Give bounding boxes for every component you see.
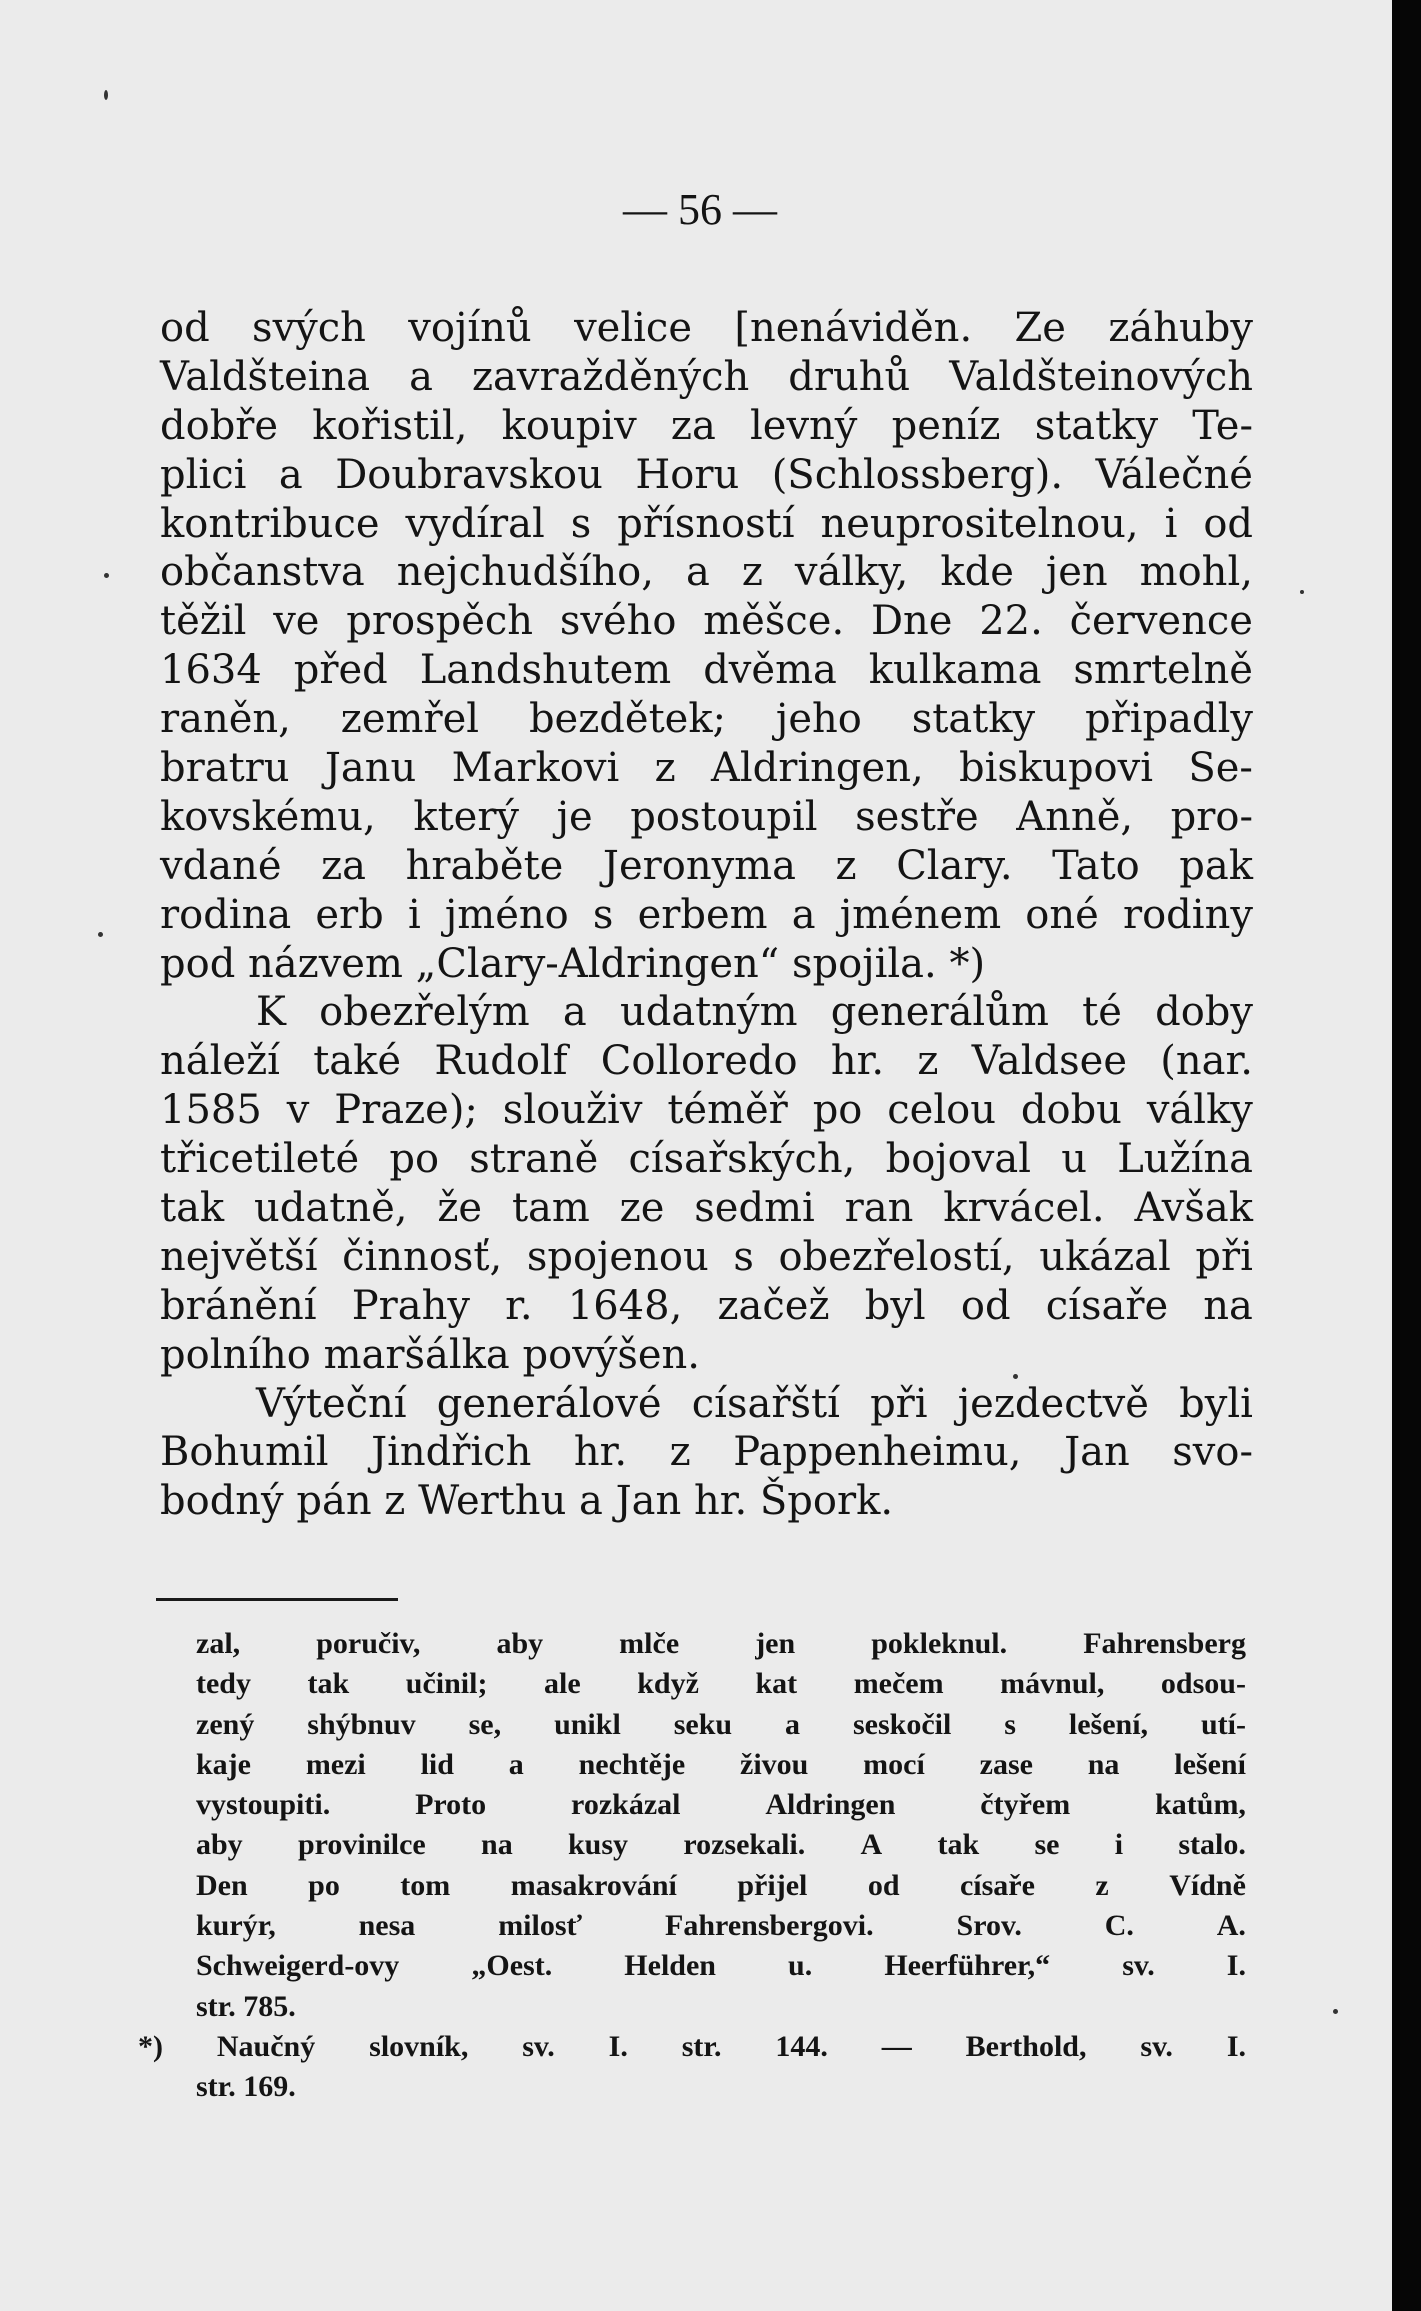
word: udatným (619, 989, 798, 1036)
word: dvěma (703, 647, 837, 694)
word: zený (196, 1707, 255, 1741)
word: odsou- (1160, 1667, 1246, 1701)
word: sestře (855, 793, 979, 840)
word: svého (559, 598, 677, 645)
word: raněn, (160, 696, 291, 743)
word: z (1095, 1868, 1109, 1902)
word: Valdšteina (160, 353, 371, 400)
word: rozsekali. (683, 1828, 806, 1862)
word: ran (844, 1185, 914, 1232)
word: s (570, 500, 592, 547)
word: erb (315, 891, 384, 938)
word: aby (496, 1627, 544, 1660)
word: na (481, 1828, 513, 1862)
word: Naučný (216, 2029, 316, 2063)
word: také (313, 1038, 402, 1085)
word: července (1069, 598, 1253, 645)
word: byli (1179, 1380, 1253, 1427)
word: Schweigerd-ovy (196, 1949, 400, 1983)
word: masakrování (510, 1868, 677, 1902)
word: je (556, 793, 593, 840)
word: tedy (196, 1667, 251, 1701)
text-line (160, 1380, 1253, 1429)
ink-speck (104, 90, 108, 100)
text-line (160, 548, 1253, 597)
word: tak (307, 1667, 350, 1701)
word: jeho (775, 696, 862, 743)
footnote-line (196, 1745, 1246, 1785)
word: při (1195, 1233, 1253, 1280)
word: Se- (1188, 745, 1253, 792)
text-line (160, 1086, 1253, 1135)
word: Jindřich (371, 1429, 532, 1476)
word: Anně, (1016, 793, 1134, 840)
word: Ze (1014, 305, 1066, 351)
word: aby (196, 1828, 243, 1862)
word: hraběte (405, 842, 564, 889)
word: mohl, (1139, 549, 1253, 596)
footnote-separator (156, 1598, 398, 1601)
word: měšce. (703, 598, 845, 645)
word: Valdšteinových (949, 353, 1253, 400)
word: Doubravskou (335, 451, 603, 498)
word: poručiv, (316, 1627, 421, 1660)
word: nesa (358, 1909, 416, 1943)
text-line (160, 451, 1253, 500)
word: jen (1045, 549, 1108, 596)
word: z (835, 842, 857, 889)
word: ze (619, 1185, 665, 1232)
word: byl (864, 1282, 926, 1329)
word: str. (681, 2029, 722, 2063)
word: na (1203, 1282, 1253, 1329)
word: začež (717, 1282, 830, 1329)
word: Pappenheimu, (733, 1429, 1022, 1476)
word: svých (252, 305, 366, 351)
footnote-line (196, 1624, 1246, 1664)
word: po (389, 1136, 440, 1183)
word: Aldringen (765, 1788, 896, 1822)
word: rodiny (1122, 891, 1253, 938)
word: pokleknul. (871, 1627, 1008, 1660)
word: generálům (830, 989, 1049, 1036)
word: a (785, 1707, 801, 1741)
word: největší (160, 1233, 318, 1280)
text-line (160, 744, 1253, 793)
text-line (160, 597, 1253, 646)
word: jen (755, 1627, 796, 1660)
word: připadly (1084, 696, 1253, 743)
word: provinilce (297, 1828, 426, 1862)
word: Jeronyma (602, 842, 796, 889)
word: obezřelostí, (778, 1233, 1015, 1280)
word: Fahrensberg (1083, 1627, 1246, 1660)
word: sedmi (694, 1185, 815, 1232)
word: který (413, 793, 520, 840)
word: Heerführer,“ (884, 1949, 1051, 1983)
word: Colloredo (600, 1038, 798, 1085)
word: bratru (160, 745, 290, 792)
word: generálové (436, 1380, 662, 1427)
word: 1585 (160, 1087, 262, 1134)
word: při (870, 1380, 928, 1427)
word: rozkázal (571, 1788, 681, 1822)
ink-speck (1013, 1374, 1018, 1379)
word: pro- (1170, 793, 1253, 840)
word: války (1146, 1087, 1253, 1134)
word: živou (740, 1747, 809, 1781)
word: vystoupiti. (196, 1788, 331, 1822)
word: bránění (160, 1282, 317, 1329)
word: a (409, 353, 433, 400)
word: po (308, 1868, 340, 1902)
word: těžil (160, 598, 247, 645)
word: od (160, 305, 210, 351)
word: celou (887, 1087, 996, 1134)
word: Avšak (1134, 1185, 1253, 1232)
word: a (685, 549, 710, 596)
word: Aldringen, (710, 745, 924, 792)
word: doby (1155, 989, 1253, 1036)
word: Vídně (1169, 1868, 1246, 1902)
word: vydíral (405, 500, 545, 547)
word: činnosť, (342, 1233, 503, 1280)
word: mečem (853, 1667, 944, 1701)
ink-speck (1333, 2009, 1338, 2014)
word: Praze); (334, 1087, 478, 1134)
word: Fahrensbergovi. (665, 1909, 874, 1943)
word: že (437, 1185, 483, 1232)
text-line (160, 353, 1253, 402)
word: za (670, 402, 716, 449)
word: v (286, 1087, 310, 1134)
text-line: pod názvem „Clary-Aldringen“ spojila. *) (160, 940, 986, 987)
word: ve (273, 598, 320, 645)
footnote-line (138, 2027, 1246, 2067)
footnote-line: str. 169. (196, 2070, 296, 2104)
footnote-line: str. 785. (196, 1989, 296, 2023)
word: s (1004, 1707, 1016, 1741)
text-line (160, 1233, 1253, 1282)
word: statky (1034, 402, 1159, 449)
word: kusy (568, 1828, 629, 1862)
word: oné (1025, 891, 1099, 938)
word: koupiv (501, 402, 637, 449)
word: císaře (1045, 1282, 1169, 1329)
word: A. (1216, 1909, 1246, 1943)
footnote-line (196, 1664, 1246, 1704)
word: velice (574, 305, 692, 351)
text-line (160, 1184, 1253, 1233)
word: z (654, 745, 676, 792)
word: kat (755, 1667, 798, 1701)
word: Helden (624, 1949, 716, 1983)
footnote-line (196, 1946, 1246, 1986)
scan-border (1392, 0, 1421, 2311)
word: Horu (635, 451, 740, 498)
word: statky (911, 696, 1036, 743)
word: Den (196, 1868, 248, 1902)
word: Valdsee (971, 1038, 1128, 1085)
word: milosť (498, 1909, 583, 1943)
word: císařských, (628, 1136, 856, 1183)
word: mezi (305, 1747, 366, 1781)
word: císařští (691, 1380, 840, 1427)
word: u (1061, 1136, 1087, 1183)
word: I. (1226, 2029, 1246, 2063)
word: zemřel (340, 696, 480, 743)
word: zal, (196, 1627, 241, 1660)
word: „Oest. (471, 1949, 553, 1983)
word: (Schlossberg). (771, 451, 1064, 498)
word: *) (138, 2029, 163, 2063)
word: kontribuce (160, 500, 380, 547)
text-line (160, 891, 1253, 940)
word: 1634 (160, 647, 262, 694)
ink-speck (1300, 590, 1304, 594)
word: čtyřem (980, 1788, 1071, 1822)
word: slovník, (369, 2029, 469, 2063)
word: plici (160, 451, 247, 498)
word: od (867, 1868, 900, 1902)
word: ukázal (1039, 1233, 1171, 1280)
word: záhuby (1108, 305, 1253, 351)
text-line: bodný pán z Werthu a Jan hr. Špork. (160, 1478, 894, 1525)
word: bojoval (885, 1136, 1032, 1183)
word: ale (544, 1667, 581, 1701)
word: u. (788, 1949, 813, 1983)
word: se, (468, 1707, 502, 1741)
word: nechtěje (578, 1747, 686, 1781)
word: císaře (959, 1868, 1035, 1902)
word: pak (1179, 842, 1253, 889)
word: jezdectvě (957, 1380, 1149, 1427)
word: se (1034, 1828, 1060, 1862)
word: mocí (863, 1747, 925, 1781)
word: na (1087, 1747, 1120, 1781)
ink-speck (98, 932, 103, 937)
word: smrtelně (1073, 647, 1253, 694)
word: erbem (637, 891, 768, 938)
word: Prahy (351, 1282, 470, 1329)
word: bezdětek; (528, 696, 727, 743)
word: před (293, 647, 388, 694)
word: mávnul, (1000, 1667, 1105, 1701)
word: z (917, 1038, 939, 1085)
word: dobře (160, 402, 279, 449)
word: Rudolf (434, 1038, 568, 1085)
word: Bohumil (160, 1429, 329, 1476)
word: 22. (979, 598, 1043, 645)
word: tom (400, 1868, 451, 1902)
footnote-line (196, 1866, 1246, 1906)
text-line (160, 1282, 1253, 1331)
word: s (733, 1233, 754, 1280)
word: seskočil (852, 1707, 952, 1741)
word: svo- (1172, 1429, 1253, 1476)
word: přísností (617, 500, 795, 547)
word: shýbnuv (307, 1707, 416, 1741)
word: Te- (1192, 402, 1253, 449)
word: jménem (839, 891, 1002, 938)
word: levný (749, 402, 858, 449)
word: tak (160, 1185, 225, 1232)
ink-speck (104, 573, 109, 578)
word: udatně, (254, 1185, 408, 1232)
word: po (812, 1087, 863, 1134)
word: a (791, 891, 816, 938)
word: seku (673, 1707, 733, 1741)
word: katům, (1155, 1788, 1246, 1822)
word: i (1164, 500, 1178, 547)
word: tam (511, 1185, 590, 1232)
footnote-line (196, 1785, 1246, 1825)
word: z (741, 549, 763, 596)
word: rodina (160, 891, 292, 938)
word: téměř (667, 1087, 788, 1134)
text-line (160, 646, 1253, 695)
word: hr. (573, 1429, 628, 1476)
footnote-line (196, 1825, 1246, 1865)
text-line (160, 988, 1253, 1037)
main-text (160, 304, 1253, 1526)
word: lešení, (1068, 1707, 1149, 1741)
word: vdané (160, 842, 282, 889)
footnotes (138, 1624, 1246, 2108)
word: když (637, 1667, 699, 1701)
word: i (407, 891, 421, 938)
word: kovskému, (160, 793, 376, 840)
word: hr. (830, 1038, 885, 1085)
word: té (1082, 989, 1122, 1036)
text-line (160, 793, 1253, 842)
word: sv. (1140, 2029, 1173, 2063)
word: slouživ (502, 1087, 643, 1134)
word: Clary. (896, 842, 1013, 889)
word: Válečné (1095, 451, 1253, 498)
word: utí- (1200, 1707, 1246, 1741)
word: stalo. (1178, 1828, 1246, 1862)
word: lešení (1174, 1747, 1246, 1781)
word: postoupil (630, 793, 818, 840)
word: Jan (1064, 1429, 1130, 1476)
word: krvácel. (943, 1185, 1105, 1232)
word: obezřelým (319, 989, 530, 1036)
word: Tato (1052, 842, 1140, 889)
text-line (160, 402, 1253, 451)
word: Výteční (256, 1380, 407, 1427)
word: neuprositelnou, (820, 500, 1139, 547)
word: s (592, 891, 614, 938)
word: náleží (160, 1038, 280, 1085)
word: straně (469, 1136, 599, 1183)
word: kaje (196, 1747, 251, 1781)
word: tak (937, 1828, 980, 1862)
word: kurýr, (196, 1909, 276, 1943)
word: zavražděných (471, 353, 750, 400)
word: prospěch (346, 598, 534, 645)
word: Srov. (956, 1909, 1022, 1943)
word: peníz (891, 402, 1001, 449)
word: kořistil, (312, 402, 468, 449)
text-line (160, 500, 1253, 549)
word: A (860, 1828, 883, 1862)
word: za (321, 842, 366, 889)
text-line (160, 842, 1253, 891)
page-number: — 56 — (623, 185, 777, 234)
word: 144. (775, 2029, 828, 2063)
word: vojínů (408, 305, 532, 351)
text-line (160, 1037, 1253, 1086)
word: jméno (444, 891, 569, 938)
word: Markovi (451, 745, 620, 792)
word: občanstva (160, 549, 365, 596)
word: I. (1226, 1949, 1246, 1983)
word: kulkama (868, 647, 1042, 694)
word: Landshutem (419, 647, 672, 694)
footnote-line (196, 1705, 1246, 1745)
word: od (960, 1282, 1011, 1329)
word: Lužína (1117, 1136, 1253, 1183)
word: kde (940, 549, 1014, 596)
text-line: polního maršálka povýšen. (160, 1331, 701, 1378)
word: a (508, 1747, 524, 1781)
word: r. (505, 1282, 533, 1329)
word: (nar. (1160, 1038, 1253, 1085)
word: i (1114, 1828, 1124, 1862)
word: a (278, 451, 303, 498)
word: z (669, 1429, 691, 1476)
word: 1648, (567, 1282, 683, 1329)
word: unikl (554, 1707, 621, 1741)
word: zase (979, 1747, 1033, 1781)
word: Janu (324, 745, 417, 792)
text-line (160, 695, 1253, 744)
text-line (160, 1135, 1253, 1184)
word: Berthold, (965, 2029, 1087, 2063)
word: — (881, 2029, 912, 2063)
word: Proto (415, 1788, 487, 1822)
word: Dne (870, 598, 953, 645)
word: nejchudšího, (396, 549, 654, 596)
word: třicetileté (160, 1136, 360, 1183)
word: a (562, 989, 587, 1036)
word: lid (420, 1747, 454, 1781)
word: druhů (788, 353, 911, 400)
word: K (256, 989, 286, 1036)
word: sv. (1122, 1949, 1155, 1983)
word: mlče (619, 1627, 680, 1660)
word: od (1203, 500, 1253, 547)
word: přijel (737, 1868, 808, 1902)
word: [nenáviděn. (734, 305, 973, 351)
word: biskupovi (959, 745, 1154, 792)
text-line (160, 304, 1253, 353)
footnote-line (196, 1906, 1246, 1946)
word: C. (1104, 1909, 1134, 1943)
text-line (160, 1428, 1253, 1477)
word: sv. (522, 2029, 555, 2063)
word: spojenou (526, 1233, 709, 1280)
word: učinil; (405, 1667, 488, 1701)
word: dobu (1020, 1087, 1122, 1134)
word: války, (794, 549, 909, 596)
word: I. (608, 2029, 628, 2063)
